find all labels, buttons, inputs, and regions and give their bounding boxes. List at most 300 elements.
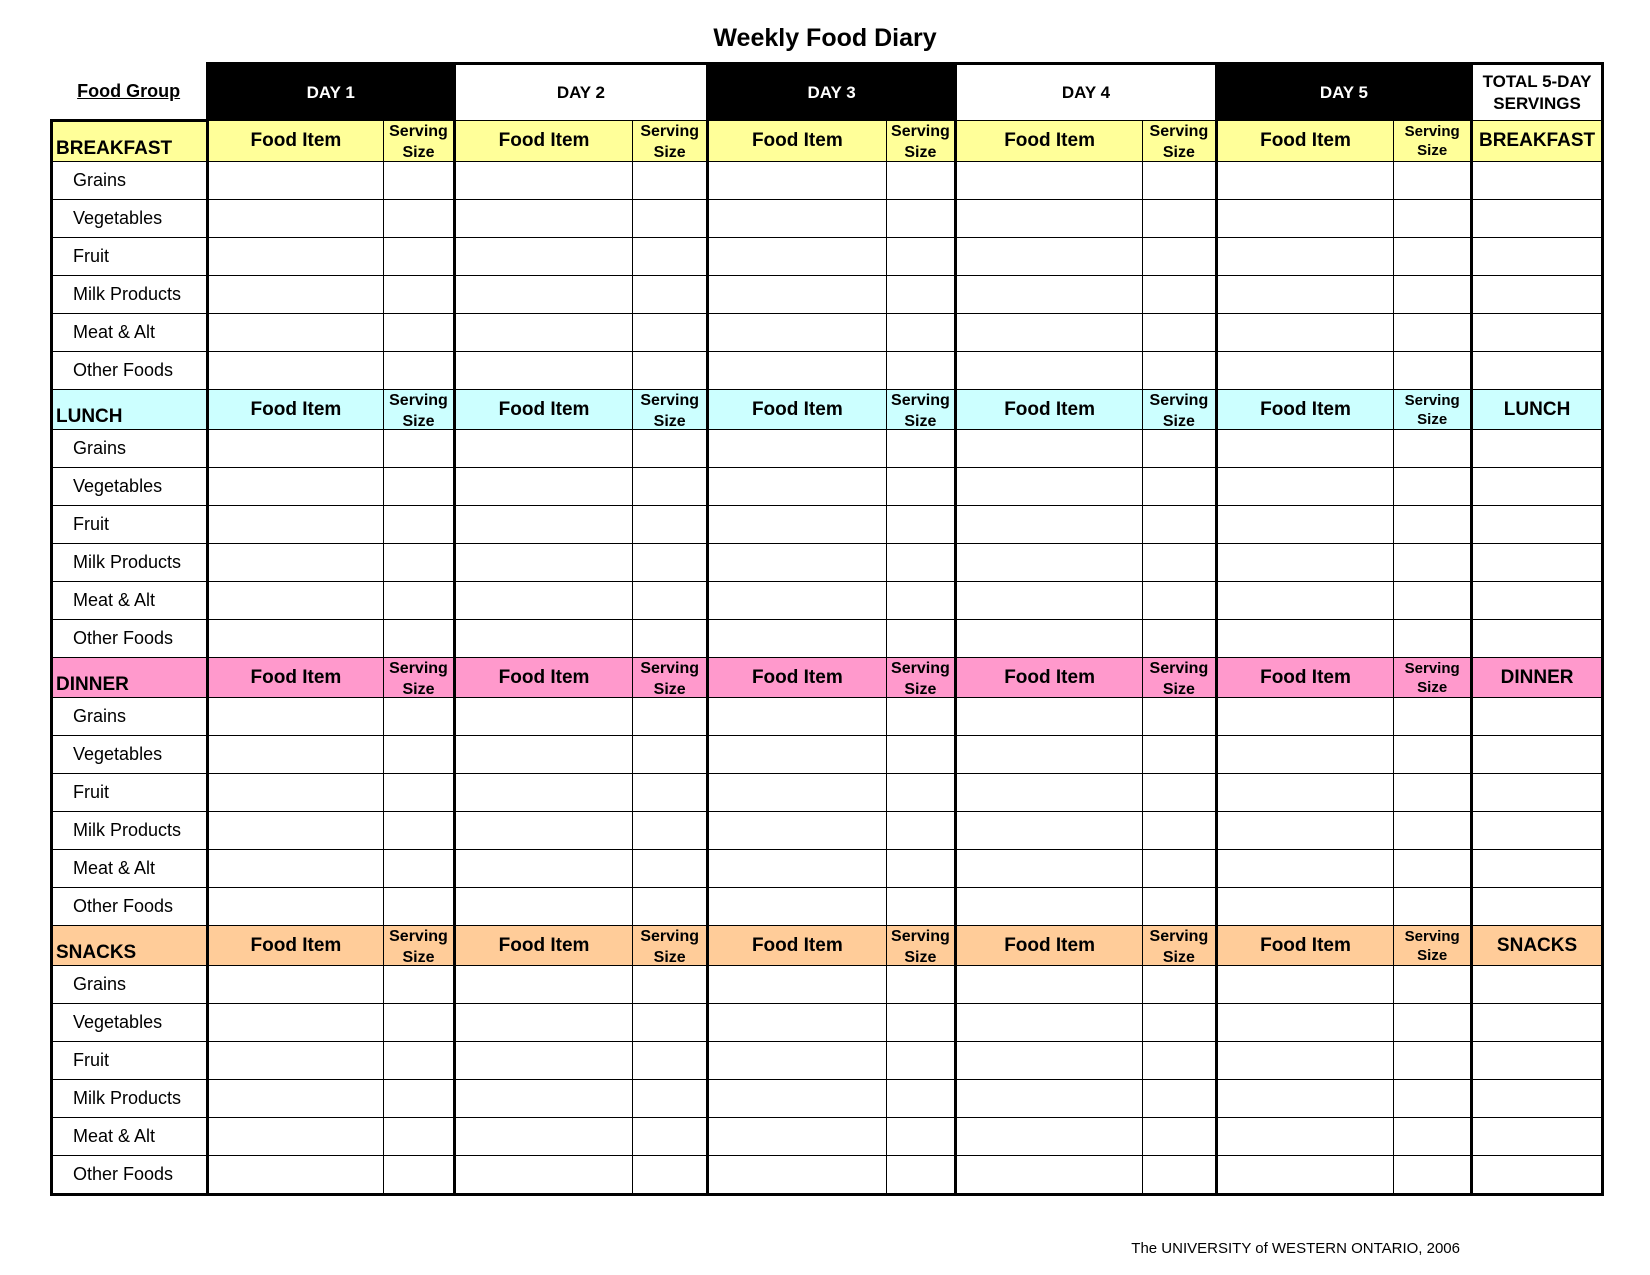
day-header-1: DAY 1 xyxy=(207,64,454,121)
serving-size-cell[interactable] xyxy=(886,698,956,736)
food-item-cell[interactable] xyxy=(454,698,633,736)
total-servings-cell[interactable] xyxy=(1472,698,1603,736)
food-item-cell[interactable] xyxy=(207,850,383,888)
food-item-cell[interactable] xyxy=(454,1118,633,1156)
food-item-cell[interactable] xyxy=(1216,468,1394,506)
serving-size-cell[interactable] xyxy=(384,238,455,276)
serving-size-cell[interactable] xyxy=(1143,850,1217,888)
total-servings-cell[interactable] xyxy=(1472,774,1603,812)
food-item-cell[interactable] xyxy=(708,162,887,200)
food-item-cell[interactable] xyxy=(708,1156,887,1195)
serving-size-cell[interactable] xyxy=(384,812,455,850)
serving-size-cell[interactable] xyxy=(633,238,708,276)
serving-size-cell[interactable] xyxy=(886,812,956,850)
serving-size-cell[interactable] xyxy=(886,238,956,276)
serving-size-label xyxy=(887,121,955,159)
food-item-cell[interactable] xyxy=(454,352,633,390)
food-item-cell[interactable] xyxy=(454,468,633,506)
serving-size-cell[interactable] xyxy=(1143,1080,1217,1118)
total-servings-cell[interactable] xyxy=(1472,1042,1603,1080)
food-item-cell[interactable] xyxy=(454,544,633,582)
serving-size-cell[interactable] xyxy=(886,506,956,544)
total-meal-header: LUNCH xyxy=(1472,390,1603,430)
food-item-cell[interactable] xyxy=(1216,162,1394,200)
food-item-cell[interactable] xyxy=(454,314,633,352)
food-item-cell[interactable] xyxy=(956,698,1143,736)
food-item-cell[interactable] xyxy=(1216,1156,1394,1195)
total-servings-cell[interactable] xyxy=(1472,1004,1603,1042)
food-group-label: Fruit xyxy=(52,1042,208,1080)
food-item-cell[interactable] xyxy=(1216,238,1394,276)
food-item-cell[interactable] xyxy=(708,1042,887,1080)
serving-size-label xyxy=(633,926,706,964)
serving-size-cell[interactable] xyxy=(1394,582,1472,620)
serving-size-cell[interactable] xyxy=(1143,1042,1217,1080)
food-item-cell[interactable] xyxy=(1216,812,1394,850)
food-item-cell[interactable] xyxy=(207,1118,383,1156)
serving-size-cell[interactable] xyxy=(1143,1156,1217,1195)
total-servings-cell[interactable] xyxy=(1472,276,1603,314)
food-item-cell[interactable] xyxy=(956,238,1143,276)
serving-size-cell[interactable] xyxy=(886,1004,956,1042)
total-servings-cell[interactable] xyxy=(1472,888,1603,926)
food-item-cell[interactable] xyxy=(956,1156,1143,1195)
food-item-cell[interactable] xyxy=(708,582,887,620)
food-item-cell[interactable] xyxy=(454,238,633,276)
food-item-cell[interactable] xyxy=(956,888,1143,926)
serving-size-cell[interactable] xyxy=(886,544,956,582)
food-item-cell[interactable] xyxy=(708,506,887,544)
food-item-cell[interactable] xyxy=(207,544,383,582)
food-item-cell[interactable] xyxy=(454,1156,633,1195)
total-servings-cell[interactable] xyxy=(1472,506,1603,544)
serving-size-cell[interactable] xyxy=(1143,314,1217,352)
serving-size-cell[interactable] xyxy=(633,888,708,926)
table-row xyxy=(52,314,1603,352)
serving-size-cell[interactable] xyxy=(633,352,708,390)
food-item-cell[interactable] xyxy=(207,774,383,812)
serving-size-cell[interactable] xyxy=(1394,238,1472,276)
serving-size-cell[interactable] xyxy=(886,1156,956,1195)
serving-size-cell[interactable] xyxy=(384,850,455,888)
food-item-cell[interactable] xyxy=(207,430,383,468)
meal-section-breakfast xyxy=(52,121,1603,162)
table-row xyxy=(52,812,1603,850)
food-group-label: Vegetables xyxy=(52,468,208,506)
total-servings-cell[interactable] xyxy=(1472,812,1603,850)
serving-size-cell[interactable] xyxy=(633,1042,708,1080)
serving-size-cell[interactable] xyxy=(1394,200,1472,238)
serving-size-cell[interactable] xyxy=(384,582,455,620)
food-item-cell[interactable] xyxy=(708,238,887,276)
serving-word: Serving xyxy=(1404,391,1460,409)
food-item-cell[interactable] xyxy=(1216,1042,1394,1080)
total-servings-cell[interactable] xyxy=(1472,430,1603,468)
food-item-cell[interactable] xyxy=(454,1004,633,1042)
food-item-cell[interactable] xyxy=(708,850,887,888)
serving-size-cell[interactable] xyxy=(633,698,708,736)
food-item-cell[interactable] xyxy=(708,966,887,1004)
serving-size-cell[interactable] xyxy=(1143,812,1217,850)
total-servings-cell[interactable] xyxy=(1472,620,1603,658)
table-row xyxy=(52,966,1603,1004)
total-servings-cell[interactable] xyxy=(1472,736,1603,774)
food-item-cell[interactable] xyxy=(1216,698,1394,736)
food-item-cell[interactable] xyxy=(708,200,887,238)
serving-size-cell[interactable] xyxy=(633,506,708,544)
total-servings-cell[interactable] xyxy=(1472,200,1603,238)
serving-size-header xyxy=(384,926,455,966)
serving-size-cell[interactable] xyxy=(384,1156,455,1195)
table-row xyxy=(52,430,1603,468)
food-item-cell[interactable] xyxy=(1216,966,1394,1004)
food-item-cell[interactable] xyxy=(708,698,887,736)
serving-size-cell[interactable] xyxy=(886,1080,956,1118)
serving-size-cell[interactable] xyxy=(1143,430,1217,468)
food-item-cell[interactable] xyxy=(708,888,887,926)
food-item-cell[interactable] xyxy=(1216,276,1394,314)
food-item-cell[interactable] xyxy=(454,162,633,200)
food-item-cell[interactable] xyxy=(956,430,1143,468)
serving-size-cell[interactable] xyxy=(886,966,956,1004)
total-servings-cell[interactable] xyxy=(1472,1156,1603,1195)
food-item-cell[interactable] xyxy=(207,238,383,276)
food-item-header: Food Item xyxy=(1216,390,1394,430)
total-servings-cell[interactable] xyxy=(1472,1080,1603,1118)
food-item-cell[interactable] xyxy=(454,506,633,544)
total-servings-cell[interactable] xyxy=(1472,238,1603,276)
size-word: Size xyxy=(1162,144,1195,159)
serving-size-cell[interactable] xyxy=(384,276,455,314)
food-item-cell[interactable] xyxy=(1216,544,1394,582)
food-item-cell[interactable] xyxy=(708,468,887,506)
serving-size-cell[interactable] xyxy=(1394,352,1472,390)
food-item-cell[interactable] xyxy=(454,1080,633,1118)
food-item-cell[interactable] xyxy=(454,812,633,850)
serving-size-cell[interactable] xyxy=(384,736,455,774)
total-servings-cell[interactable] xyxy=(1472,582,1603,620)
food-item-cell[interactable] xyxy=(708,314,887,352)
serving-size-cell[interactable] xyxy=(633,1156,708,1195)
serving-size-cell[interactable] xyxy=(1394,314,1472,352)
serving-size-cell[interactable] xyxy=(633,774,708,812)
food-group-label: Vegetables xyxy=(52,1004,208,1042)
serving-size-cell[interactable] xyxy=(1394,544,1472,582)
food-item-cell[interactable] xyxy=(1216,582,1394,620)
food-item-cell[interactable] xyxy=(454,850,633,888)
serving-size-cell[interactable] xyxy=(633,1080,708,1118)
serving-size-cell[interactable] xyxy=(886,888,956,926)
total-servings-cell[interactable] xyxy=(1472,1118,1603,1156)
food-item-cell[interactable] xyxy=(708,774,887,812)
serving-size-cell[interactable] xyxy=(886,736,956,774)
food-item-cell[interactable] xyxy=(207,276,383,314)
food-item-cell[interactable] xyxy=(956,620,1143,658)
food-item-cell[interactable] xyxy=(207,966,383,1004)
serving-size-label xyxy=(384,658,453,696)
serving-size-cell[interactable] xyxy=(384,888,455,926)
serving-size-cell[interactable] xyxy=(1394,276,1472,314)
food-group-label: Fruit xyxy=(52,774,208,812)
meal-name: SNACKS xyxy=(52,926,208,966)
total-servings-cell[interactable] xyxy=(1472,162,1603,200)
serving-size-cell[interactable] xyxy=(384,430,455,468)
serving-size-cell[interactable] xyxy=(886,468,956,506)
serving-word: Serving xyxy=(389,392,448,409)
food-item-cell[interactable] xyxy=(1216,736,1394,774)
food-item-cell[interactable] xyxy=(454,1042,633,1080)
food-item-cell[interactable] xyxy=(1216,352,1394,390)
food-item-cell[interactable] xyxy=(454,888,633,926)
serving-size-cell[interactable] xyxy=(384,352,455,390)
food-item-cell[interactable] xyxy=(207,736,383,774)
total-servings-cell[interactable] xyxy=(1472,352,1603,390)
food-item-cell[interactable] xyxy=(1216,620,1394,658)
food-item-cell[interactable] xyxy=(207,1080,383,1118)
serving-size-cell[interactable] xyxy=(886,582,956,620)
food-item-cell[interactable] xyxy=(1216,1080,1394,1118)
food-item-cell[interactable] xyxy=(454,774,633,812)
serving-size-cell[interactable] xyxy=(1143,774,1217,812)
serving-size-cell[interactable] xyxy=(1394,468,1472,506)
serving-size-cell[interactable] xyxy=(384,620,455,658)
serving-size-cell[interactable] xyxy=(384,200,455,238)
food-item-cell[interactable] xyxy=(207,1156,383,1195)
serving-size-cell[interactable] xyxy=(384,544,455,582)
food-item-cell[interactable] xyxy=(956,736,1143,774)
food-item-cell[interactable] xyxy=(956,582,1143,620)
serving-size-cell[interactable] xyxy=(1394,774,1472,812)
food-item-cell[interactable] xyxy=(708,276,887,314)
food-item-cell[interactable] xyxy=(1216,1004,1394,1042)
serving-size-header xyxy=(1143,658,1217,698)
serving-size-cell[interactable] xyxy=(633,276,708,314)
food-item-cell[interactable] xyxy=(956,276,1143,314)
serving-size-cell[interactable] xyxy=(384,1004,455,1042)
food-item-cell[interactable] xyxy=(956,1080,1143,1118)
serving-size-cell[interactable] xyxy=(1394,850,1472,888)
food-item-cell[interactable] xyxy=(708,620,887,658)
food-item-cell[interactable] xyxy=(708,352,887,390)
food-item-cell[interactable] xyxy=(454,736,633,774)
serving-size-cell[interactable] xyxy=(633,850,708,888)
food-item-cell[interactable] xyxy=(956,812,1143,850)
food-item-cell[interactable] xyxy=(454,276,633,314)
table-row xyxy=(52,506,1603,544)
food-item-cell[interactable] xyxy=(956,774,1143,812)
serving-size-cell[interactable] xyxy=(886,352,956,390)
serving-size-cell[interactable] xyxy=(384,468,455,506)
food-item-cell[interactable] xyxy=(956,352,1143,390)
serving-size-cell[interactable] xyxy=(1143,888,1217,926)
serving-size-header xyxy=(1143,926,1217,966)
food-item-cell[interactable] xyxy=(207,888,383,926)
food-item-cell[interactable] xyxy=(454,620,633,658)
food-item-cell[interactable] xyxy=(207,1004,383,1042)
serving-size-cell[interactable] xyxy=(886,314,956,352)
serving-size-cell[interactable] xyxy=(1143,276,1217,314)
serving-size-cell[interactable] xyxy=(1394,698,1472,736)
serving-size-cell[interactable] xyxy=(633,1004,708,1042)
serving-size-header xyxy=(1394,121,1472,162)
total-servings-cell[interactable] xyxy=(1472,314,1603,352)
serving-size-cell[interactable] xyxy=(633,1118,708,1156)
food-item-cell[interactable] xyxy=(454,430,633,468)
serving-size-cell[interactable] xyxy=(384,1042,455,1080)
food-item-cell[interactable] xyxy=(708,1004,887,1042)
food-item-cell[interactable] xyxy=(956,544,1143,582)
serving-size-cell[interactable] xyxy=(1143,698,1217,736)
food-item-cell[interactable] xyxy=(454,200,633,238)
serving-size-cell[interactable] xyxy=(384,966,455,1004)
serving-size-cell[interactable] xyxy=(1143,582,1217,620)
serving-size-header xyxy=(886,121,956,162)
total-servings-cell[interactable] xyxy=(1472,468,1603,506)
food-item-cell[interactable] xyxy=(1216,1118,1394,1156)
serving-size-cell[interactable] xyxy=(1143,1004,1217,1042)
food-item-cell[interactable] xyxy=(1216,506,1394,544)
food-item-cell[interactable] xyxy=(207,506,383,544)
table-row xyxy=(52,276,1603,314)
serving-size-cell[interactable] xyxy=(384,162,455,200)
food-item-cell[interactable] xyxy=(207,812,383,850)
serving-size-cell[interactable] xyxy=(1394,506,1472,544)
serving-size-cell[interactable] xyxy=(633,430,708,468)
food-item-cell[interactable] xyxy=(207,698,383,736)
serving-size-cell[interactable] xyxy=(633,620,708,658)
serving-size-cell[interactable] xyxy=(1394,430,1472,468)
food-item-cell[interactable] xyxy=(956,200,1143,238)
serving-size-cell[interactable] xyxy=(1143,966,1217,1004)
serving-size-cell[interactable] xyxy=(1143,736,1217,774)
serving-size-cell[interactable] xyxy=(384,774,455,812)
serving-size-cell[interactable] xyxy=(1394,1156,1472,1195)
serving-size-cell[interactable] xyxy=(633,468,708,506)
food-item-cell[interactable] xyxy=(956,1004,1143,1042)
food-item-cell[interactable] xyxy=(207,582,383,620)
food-item-cell[interactable] xyxy=(454,966,633,1004)
food-item-cell[interactable] xyxy=(207,162,383,200)
serving-size-cell[interactable] xyxy=(1143,1118,1217,1156)
food-item-cell[interactable] xyxy=(956,468,1143,506)
food-item-cell[interactable] xyxy=(956,850,1143,888)
food-item-cell[interactable] xyxy=(1216,850,1394,888)
serving-size-cell[interactable] xyxy=(384,1080,455,1118)
serving-size-cell[interactable] xyxy=(1394,812,1472,850)
serving-size-cell[interactable] xyxy=(1143,620,1217,658)
food-item-cell[interactable] xyxy=(207,620,383,658)
serving-size-header xyxy=(1394,926,1472,966)
serving-size-cell[interactable] xyxy=(1394,620,1472,658)
food-item-cell[interactable] xyxy=(207,1042,383,1080)
serving-word: Serving xyxy=(891,123,950,140)
serving-size-cell[interactable] xyxy=(1394,162,1472,200)
total-servings-cell[interactable] xyxy=(1472,966,1603,1004)
serving-size-cell[interactable] xyxy=(1394,966,1472,1004)
serving-size-cell[interactable] xyxy=(384,1118,455,1156)
food-item-cell[interactable] xyxy=(956,1042,1143,1080)
serving-size-cell[interactable] xyxy=(886,1042,956,1080)
meal-section-lunch xyxy=(52,390,1603,430)
serving-size-cell[interactable] xyxy=(384,314,455,352)
serving-size-cell[interactable] xyxy=(1394,736,1472,774)
serving-size-cell[interactable] xyxy=(633,200,708,238)
serving-size-cell[interactable] xyxy=(384,506,455,544)
serving-size-cell[interactable] xyxy=(1143,238,1217,276)
serving-size-label xyxy=(887,926,955,964)
serving-size-cell[interactable] xyxy=(633,162,708,200)
serving-size-cell[interactable] xyxy=(633,314,708,352)
serving-size-cell[interactable] xyxy=(1394,888,1472,926)
food-item-cell[interactable] xyxy=(1216,314,1394,352)
food-item-cell[interactable] xyxy=(956,1118,1143,1156)
food-item-cell[interactable] xyxy=(956,162,1143,200)
serving-size-cell[interactable] xyxy=(1143,162,1217,200)
serving-word: Serving xyxy=(389,123,448,140)
food-item-cell[interactable] xyxy=(207,468,383,506)
serving-size-cell[interactable] xyxy=(886,1118,956,1156)
food-item-cell[interactable] xyxy=(207,314,383,352)
serving-size-cell[interactable] xyxy=(1394,1118,1472,1156)
food-item-header: Food Item xyxy=(956,926,1143,966)
food-item-cell[interactable] xyxy=(708,736,887,774)
food-item-cell[interactable] xyxy=(1216,774,1394,812)
food-item-cell[interactable] xyxy=(956,506,1143,544)
serving-size-cell[interactable] xyxy=(1394,1080,1472,1118)
serving-size-cell[interactable] xyxy=(384,698,455,736)
food-item-cell[interactable] xyxy=(708,544,887,582)
serving-size-cell[interactable] xyxy=(1143,506,1217,544)
serving-size-cell[interactable] xyxy=(886,430,956,468)
serving-size-cell[interactable] xyxy=(1143,468,1217,506)
food-item-cell[interactable] xyxy=(708,1118,887,1156)
food-item-cell[interactable] xyxy=(454,582,633,620)
food-item-cell[interactable] xyxy=(207,352,383,390)
serving-size-cell[interactable] xyxy=(633,736,708,774)
serving-size-cell[interactable] xyxy=(633,582,708,620)
serving-size-cell[interactable] xyxy=(886,162,956,200)
serving-size-cell[interactable] xyxy=(633,812,708,850)
total-servings-cell[interactable] xyxy=(1472,544,1603,582)
food-item-cell[interactable] xyxy=(708,430,887,468)
food-item-cell[interactable] xyxy=(1216,200,1394,238)
total-servings-cell[interactable] xyxy=(1472,850,1603,888)
serving-size-cell[interactable] xyxy=(886,620,956,658)
serving-size-cell[interactable] xyxy=(633,544,708,582)
serving-size-cell[interactable] xyxy=(886,276,956,314)
day-header-row xyxy=(52,64,1603,121)
serving-size-cell[interactable] xyxy=(1143,544,1217,582)
food-item-cell[interactable] xyxy=(207,200,383,238)
food-item-cell[interactable] xyxy=(956,966,1143,1004)
serving-size-cell[interactable] xyxy=(1394,1042,1472,1080)
serving-size-cell[interactable] xyxy=(886,850,956,888)
serving-size-cell[interactable] xyxy=(1394,1004,1472,1042)
serving-size-cell[interactable] xyxy=(886,774,956,812)
serving-size-cell[interactable] xyxy=(1143,200,1217,238)
food-group-label: Meat & Alt xyxy=(52,314,208,352)
serving-size-cell[interactable] xyxy=(886,200,956,238)
food-item-cell[interactable] xyxy=(1216,888,1394,926)
food-item-cell[interactable] xyxy=(1216,430,1394,468)
serving-size-cell[interactable] xyxy=(1143,352,1217,390)
food-item-cell[interactable] xyxy=(956,314,1143,352)
total-header-line-2: SERVINGS xyxy=(1493,93,1581,113)
table-row xyxy=(52,1080,1603,1118)
serving-size-cell[interactable] xyxy=(633,966,708,1004)
food-item-cell[interactable] xyxy=(708,1080,887,1118)
food-item-cell[interactable] xyxy=(708,812,887,850)
